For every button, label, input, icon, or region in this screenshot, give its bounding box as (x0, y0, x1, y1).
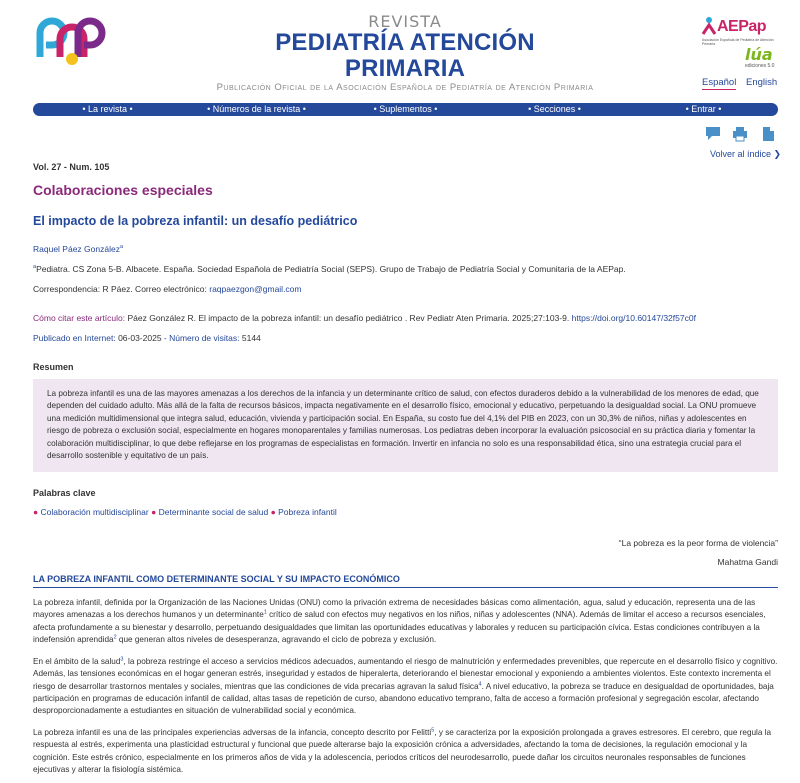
article-tools (705, 126, 777, 142)
nav-item-la-revista[interactable]: • La revista • (82, 104, 133, 114)
pap-logo[interactable] (34, 13, 108, 69)
volume-number: Vol. 27 - Num. 105 (33, 162, 110, 172)
section-heading: Colaboraciones especiales (33, 182, 213, 198)
body-paragraph (33, 656, 778, 717)
nav-item-entrar[interactable]: • Entrar • (685, 104, 722, 114)
publication-info (33, 333, 261, 343)
author-name[interactable]: Raquel Páez González (33, 244, 120, 254)
lang-spanish-link[interactable]: Español (702, 77, 737, 88)
pub-label: Publicado en Internet: (33, 333, 119, 343)
nav-item-numeros[interactable]: • Números de la revista • (207, 104, 306, 114)
main-nav (33, 103, 778, 116)
pdf-document-icon[interactable] (763, 127, 774, 141)
correspondence-email-link[interactable]: raqpaezgon@gmail.com (209, 284, 302, 294)
reference-link[interactable]: 4 (478, 680, 482, 687)
brand-title: PEDIATRÍA ATENCIÓN PRIMARIA (275, 29, 535, 82)
citation (33, 313, 696, 323)
back-to-index-link[interactable]: Volver al índice ❯ (710, 149, 782, 159)
article-title: El impacto de la pobreza infantil: un desafío pediátrico (33, 214, 358, 228)
keyword-link[interactable]: Colaboración multidisciplinar (40, 507, 149, 517)
body-paragraph (33, 597, 778, 646)
citation-text: Páez González R. El impacto de la pobreza infantil: un desafío pediátrico . Rev Pediatr Aten Primaria. 2025;27:103-9. (127, 313, 572, 323)
resumen-heading: Resumen (33, 362, 74, 372)
paragraph-text: que generan altos niveles de desesperanza, agravando el ciclo de pobreza y exclusión. (116, 634, 437, 644)
print-icon[interactable] (733, 127, 747, 141)
paragraph-text: . A nivel educativo, la pobreza se traduce en desigualdad de oportunidades, baja participación en programas de educación infantil de calidad, altas tasas de repetición de curso, abandono educativo temprano, falta de acceso a formación profesional y segregación escolar, afectando desproporcionadamente a estudiantes en situación de vulnerabilidad social y económica. (33, 681, 774, 716)
brand-subtitle: Publicación Oficial de la Asociación Española de Pediatría de Atención Primaria (216, 82, 594, 93)
body-paragraph (33, 727, 778, 776)
nav-item-secciones[interactable]: • Secciones • (528, 104, 581, 114)
nav-item-suplementos[interactable]: • Suplementos • (373, 104, 438, 114)
author-line (33, 244, 123, 254)
pub-separator: - (161, 333, 170, 343)
reference-link[interactable]: 1 (263, 609, 267, 616)
keywords-heading: Palabras clave (33, 488, 96, 498)
correspondence-label: Correspondencia: R Páez. Correo electrónico: (33, 284, 210, 294)
epigraph-quote: “La pobreza es la peor forma de violencia” (618, 538, 778, 548)
paragraph-text: crítico de salud con efectos muy negativos en los niños, niñas y adolescentes (NNA). Además de limitar el acceso a recursos esenciales, afecta profundamente a su bienestar y desarrollo, perpetuando desigualdades que limitan las oportunidades educativas y laborales y reducen su participación cívica. Estas condiciones contribuyen a la indefensión aprendida (33, 610, 766, 644)
affiliation (33, 264, 626, 274)
reference-link[interactable]: 5 (431, 727, 435, 734)
brand-revista: REVISTA (368, 12, 442, 31)
section-subheading: LA POBREZA INFANTIL COMO DETERMINANTE SOCIAL Y SU IMPACTO ECONÓMICO (33, 574, 778, 588)
reference-link[interactable]: 2 (113, 634, 117, 641)
correspondence (33, 284, 302, 294)
comment-icon[interactable] (706, 127, 720, 140)
citation-label: Cómo citar este artículo: (33, 313, 128, 323)
paragraph-text: La pobreza infantil es una de las principales experiencias adversas de la infancia, concepto descrito por Felitti (33, 728, 432, 737)
keyword-link[interactable]: Determinante social de salud (158, 507, 269, 517)
epigraph-author: Mahatma Gandi (717, 557, 778, 567)
visits-count: 5144 (241, 333, 261, 343)
resumen-text: La pobreza infantil es una de las mayores amenazas a los derechos de la infancia y un determinante crítico de salud, con efectos duraderos debido a la vulnerabilidad de los menores de edad, que dependen del cuidado adulto. Más allá de la falta de recursos básicos, impacta negativamente en el desarrollo físico, emocional y educativo, perpetuando la desigualdad social. La ONU promueve una medición multidimensional que integra salud, educación, vivienda y participación social. En España, su costo fue del 4,1% del PIB en 2023, con un 30,3% de niños, niñas y adolescentes en riesgo de pobreza o exclusión social, especialmente en hogares monoparentales y familias numerosas. Los pediatras deben incorporar la evaluación psicosocial en su práctica diaria y fomentar la colaboración multidisciplinar, lo que debe reflejarse en los programas de especialistas en formación. Invertir en infancia no solo es una responsabilidad ética, sino una estrategia crucial para el desarrollo sostenible y equitativo de un país. (33, 379, 778, 472)
lua-logo[interactable]: lúa (745, 45, 773, 64)
paragraph-text: , y se caracteriza por la exposición prolongada a graves estresores. El cerebro, que regula la respuesta al estrés, experimenta una plasticidad estructural y funcional que puede alterarse bajo la exposición crónica a adversidades, afectando la toma de decisiones, la regulación emocional y la cognición. Este estrés crónico, especialmente en los primeros años de vida y la adolescencia, periodos críticos del neurodesarrollo, puede dañar los circuitos neuronales responsables de funciones ejecutivas y alterar la fisiología sistémica. (33, 728, 772, 774)
journal-brand[interactable] (215, 13, 595, 94)
keyword-link[interactable]: Pobreza infantil (278, 507, 337, 517)
keywords-list: ● Colaboración multidisciplinar ● Determinante social de salud ● Pobreza infantil (33, 507, 337, 517)
paragraph-text: , la pobreza restringe el acceso a servicios médicos adecuados, aumentando el riesgo de malnutrición y enfermedades prevenibles, que repercute en el desarrollo físico y cognitivo. Además, las tensiones económicas en el hogar generan estrés, inseguridad y estados de hiperalerta, deteriorando el bienestar emocional y exponiendo a ambientes violentos. Este contexto incrementa el riesgo de desarrollar trastornos mentales y sociales, mientras que las condiciones de vida precarias agravan la salud física (33, 657, 778, 691)
author-sup: a (119, 244, 124, 251)
aepap-name[interactable]: AEPap (717, 18, 767, 35)
affiliation-sup: a (33, 264, 37, 271)
lang-english-link[interactable]: English (746, 77, 778, 88)
lua-subtitle: ediciones 5.0 (745, 63, 775, 69)
visits-label: Número de visitas: (169, 333, 242, 343)
paragraph-text: En el ámbito de la salud (33, 657, 121, 666)
aepap-tagline: Asociación Española de Pediatría de Atención Primaria (702, 38, 774, 46)
paragraph-text: La pobreza infantil, definida por la Organización de las Naciones Unidas (ONU) como la privación extrema de necesidades básicas como alimentación, agua, salud y educación, representa una de las mayores amenazas a los derechos humanos y un determinante (33, 598, 756, 620)
affiliation-text: Pediatra. CS Zona 5-B. Albacete. España. Sociedad Española de Pediatría Social (SEPS). Grupo de Trabajo de Pediatría Social y Comunitaria de la AEPap. (36, 264, 626, 274)
reference-link[interactable]: 3 (120, 656, 124, 663)
pub-date: 06-03-2025 (118, 333, 162, 343)
doi-link[interactable]: https://doi.org/10.60147/32f57c0f (571, 313, 696, 323)
